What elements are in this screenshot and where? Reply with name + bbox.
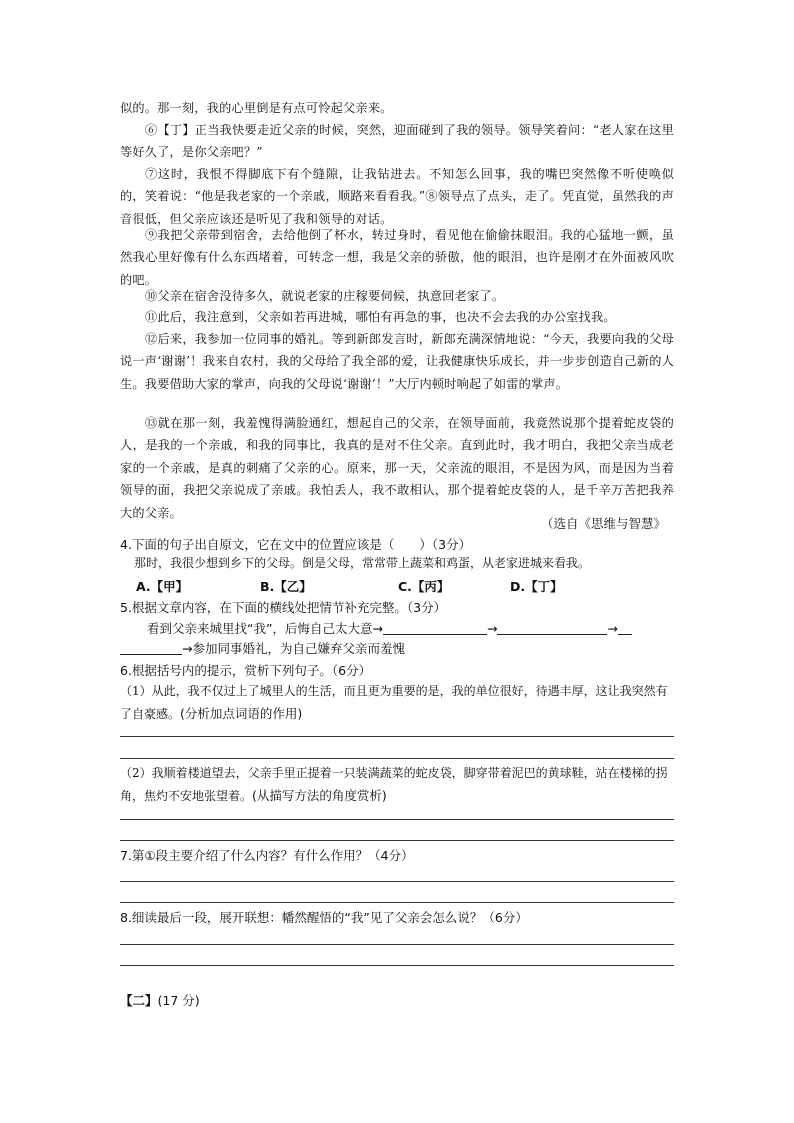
passage-paragraph-11: ⑪此后，我注意到，父亲如若再进城，哪怕有再急的事，也决不会去我的办公室找我。 bbox=[145, 310, 616, 324]
passage-paragraph-0: 似的。那一刻，我的心里倒是有点可怜起父亲来。 bbox=[120, 101, 393, 115]
answer-line[interactable] bbox=[120, 965, 674, 966]
answer-line[interactable] bbox=[120, 736, 674, 737]
sentence-2-text: （2）我顺着楼道望去，父亲手里正提着一只装满蔬菜的蛇皮袋，脚穿带着泥巴的黄球鞋，站在楼梯的拐角，焦灼不安地张望着。 bbox=[120, 766, 668, 803]
answer-line[interactable] bbox=[120, 758, 674, 759]
answer-line[interactable] bbox=[120, 819, 674, 820]
plot-blank-2[interactable] bbox=[497, 620, 607, 635]
passage-paragraph-9: ⑨我把父亲带到宿舍，去给他倒了杯水，转过身时，看见他在偷偷抹眼泪。我的心猛地一颤，虽然我心里好像有什么东西堵着，可转念一想，我是父亲的骄傲，他的眼泪，也许是刚才在外面被风吹的吧。 bbox=[120, 228, 674, 287]
plot-blank-3-start[interactable] bbox=[618, 620, 632, 635]
option-b[interactable]: B.【乙】 bbox=[260, 579, 312, 594]
plot-blank-3-end[interactable] bbox=[120, 640, 182, 655]
question-6-sentence-2 bbox=[120, 763, 674, 807]
sentence-1-hint: (分析加点词语的作用) bbox=[180, 705, 303, 721]
sentence-2-hint: (从描写方法的角度赏析) bbox=[252, 787, 387, 803]
question-4-sentence: 那时，我很少想到乡下的父母。倒是父母，常常带上蔬菜和鸡蛋，从老家进城来看我。 bbox=[134, 556, 591, 570]
sentence-1-text: （1）从此，我不仅过上了城里人的生活，而且更为重要的是，我的单位很好，待遇丰厚，这让我突然有了自豪感。 bbox=[120, 684, 668, 721]
passage-paragraph-6: ⑥【丁】正当我快要走近父亲的时候，突然，迎面碰到了我的领导。领导笑着问：“老人家在这里等好久了，是你父亲吧？” bbox=[120, 123, 674, 160]
passage-source: （选自《思维与智慧》 bbox=[540, 516, 666, 531]
option-d[interactable]: D.【丁】 bbox=[510, 579, 563, 594]
option-a[interactable]: A.【甲】 bbox=[136, 579, 189, 594]
question-7-stem: 7.第①段主要介绍了什么内容？有什么作用？（4分） bbox=[120, 848, 414, 863]
plot-arrow-1: → bbox=[486, 621, 498, 636]
passage-paragraph-12: ⑫后来，我参加一位同事的婚礼。等到新郎发言时，新郎充满深情地说：“今天，我要向我的父母说一声‘谢谢’！我来自农村，我的父母给了我全部的爱，让我健康快乐成长，并一步步创造自己新的人生。我要借助大家的掌声，向我的父母说‘谢谢’！”大厅内顿时响起了如雷的掌声。 bbox=[120, 332, 674, 391]
answer-line[interactable] bbox=[120, 881, 674, 882]
passage-paragraph-10: ⑩父亲在宿舍没待多久，就说老家的庄稼要伺候，执意回老家了。 bbox=[145, 289, 505, 303]
option-c[interactable]: C.【丙】 bbox=[398, 579, 450, 594]
question-5-line-1 bbox=[147, 619, 677, 639]
passage-paragraph-7: ⑦这时，我恨不得脚底下有个缝隙，让我钻进去。不知怎么回事，我的嘴巴突然像不听使唤似的，笑着说：“他是我老家的一个亲戚，顺路来看看我。”⑧领导点了点头，走了。凭直觉，虽然我的声音很低，但父亲应该还是听见了我和领导的对话。 bbox=[120, 167, 674, 226]
section-2-heading bbox=[120, 991, 680, 1011]
question-4-stem: 4.下面的句子出自原文，它在文中的位置应该是（ ）（3分） bbox=[120, 537, 472, 552]
answer-line[interactable] bbox=[120, 944, 674, 945]
question-6-sentence-1 bbox=[120, 681, 674, 725]
section-2-label: 【二】 bbox=[120, 993, 158, 1008]
passage-paragraph-13: ⑬就在那一刻，我羞愧得满脸通红，想起自己的父亲，在领导面前，我竟然说那个提着蛇皮袋的人，是我的一个亲戚，和我的同事比，我真的是对不住父亲。直到此时，我才明白，我把父亲当成老家的一个亲戚，是真的刺痛了父亲的心。原来，那一天，父亲流的眼泪，不是因为风，而是因为当着领导的面，我把父亲说成了亲戚。我怕丢人，我不敢相认，那个提着蛇皮袋的人，是千辛万苦把我养大的父亲。 bbox=[120, 416, 674, 520]
question-6-stem: 6.根据括号内的提示，赏析下列句子。（6分） bbox=[120, 663, 372, 678]
answer-line[interactable] bbox=[120, 902, 674, 903]
question-8-stem: 8.细读最后一段，展开联想：幡然醒悟的“我”见了父亲会怎么说？（6分） bbox=[120, 910, 528, 925]
question-5-stem: 5.根据文章内容，在下面的横线处把情节补充完整。（3分） bbox=[120, 600, 447, 615]
section-2-score: (17 分) bbox=[157, 993, 200, 1008]
plot-arrow-2: → bbox=[607, 621, 618, 636]
plot-start-text: 看到父亲来城里找“我”，后悔自己太大意→ bbox=[147, 621, 383, 636]
answer-line[interactable] bbox=[120, 840, 674, 841]
plot-end-text: →参加同事婚礼，为自己嫌弃父亲而羞愧 bbox=[182, 641, 405, 656]
question-5-line-2 bbox=[120, 639, 680, 659]
plot-blank-1[interactable] bbox=[383, 620, 487, 635]
question-4-options bbox=[136, 577, 676, 597]
